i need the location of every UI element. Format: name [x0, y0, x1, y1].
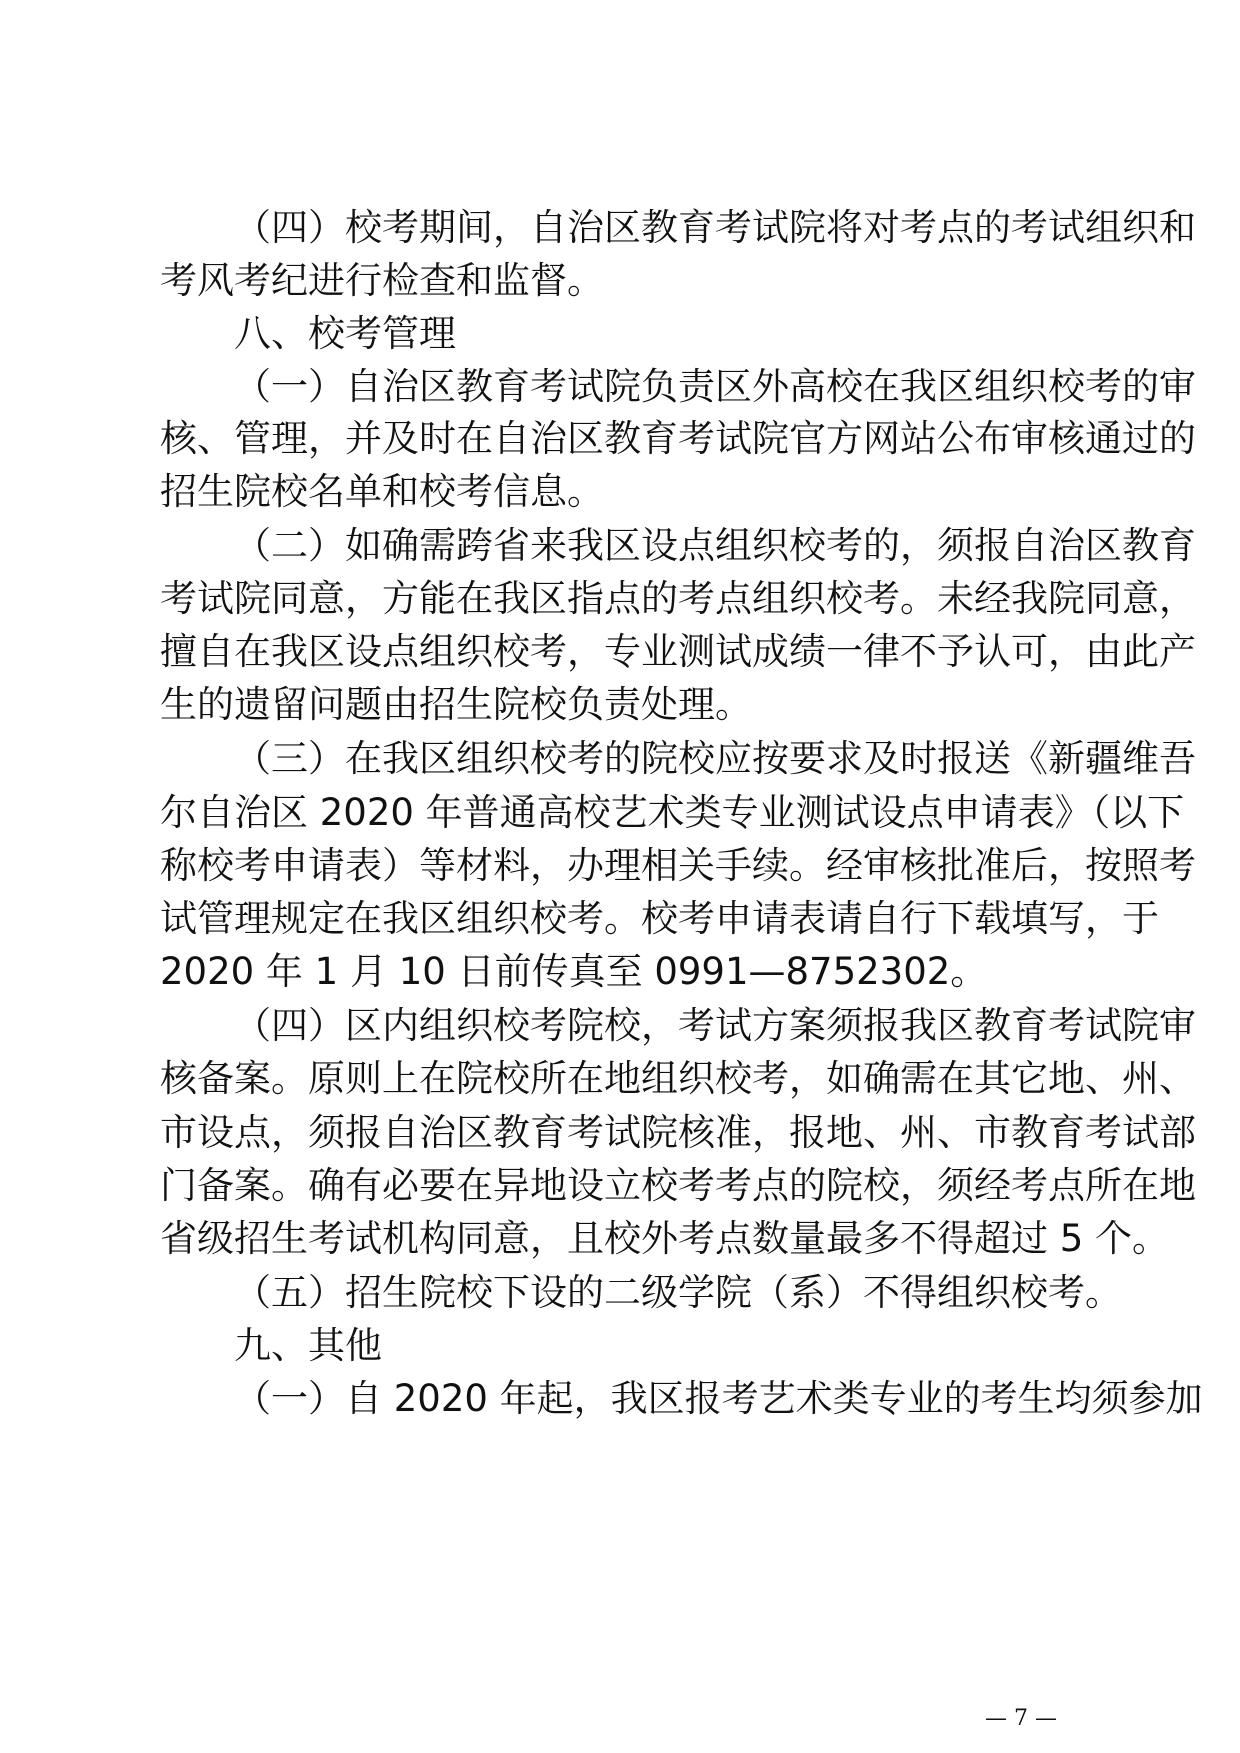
paragraph-line: 核备案。原则上在院校所在地组织校考，如确需在其它地、州、: [160, 1057, 1196, 1100]
paragraph-line: 招生院校名单和校考信息。: [160, 470, 604, 513]
paragraph-line: （四）校考期间，自治区教育考试院将对考点的考试组织和: [234, 206, 1196, 249]
paragraph-line: （二）如确需跨省来我区设点组织校考的，须报自治区教育: [234, 524, 1196, 567]
paragraph-line: 核、管理，并及时在自治区教育考试院官方网站公布审核通过的: [160, 417, 1196, 460]
paragraph-line: 生的遗留问题由招生院校负责处理。: [160, 683, 752, 726]
page-number: — 7 —: [985, 1706, 1057, 1731]
paragraph-line: 省级招生考试机构同意，且校外考点数量最多不得超过 5 个。: [160, 1217, 1170, 1260]
section-heading: 九、其他: [234, 1324, 382, 1367]
paragraph-line: （一）自治区教育考试院负责区外高校在我区组织校考的审: [234, 365, 1196, 408]
paragraph-line: 考试院同意，方能在我区指点的考点组织校考。未经我院同意，: [160, 577, 1196, 620]
paragraph-line: 市设点，须报自治区教育考试院核准，报地、州、市教育考试部: [160, 1111, 1196, 1154]
paragraph-line: 擅自在我区设点组织校考，专业测试成绩一律不予认可，由此产: [160, 630, 1196, 673]
paragraph-line: （一）自 2020 年起，我区报考艺术类专业的考生均须参加: [234, 1377, 1203, 1420]
paragraph-line: （四）区内组织校考院校，考试方案须报我区教育考试院审: [234, 1004, 1196, 1047]
paragraph-line: 称校考申请表）等材料，办理相关手续。经审核批准后，按照考: [160, 844, 1196, 887]
paragraph-line: （五）招生院校下设的二级学院（系）不得组织校考。: [234, 1271, 1122, 1314]
paragraph-line: 2020 年 1 月 10 日前传真至 0991—8752302。: [160, 950, 988, 993]
paragraph-line: 尔自治区 2020 年普通高校艺术类专业测试设点申请表》（以下: [160, 791, 1185, 834]
paragraph-line: 试管理规定在我区组织校考。校考申请表请自行下载填写，于: [160, 897, 1159, 940]
paragraph-line: 考风考纪进行检查和监督。: [160, 259, 604, 302]
section-heading: 八、校考管理: [234, 312, 456, 355]
paragraph-line: （三）在我区组织校考的院校应按要求及时报送《新疆维吾: [234, 737, 1196, 780]
paragraph-line: 门备案。确有必要在异地设立校考考点的院校，须经考点所在地: [160, 1164, 1196, 1207]
